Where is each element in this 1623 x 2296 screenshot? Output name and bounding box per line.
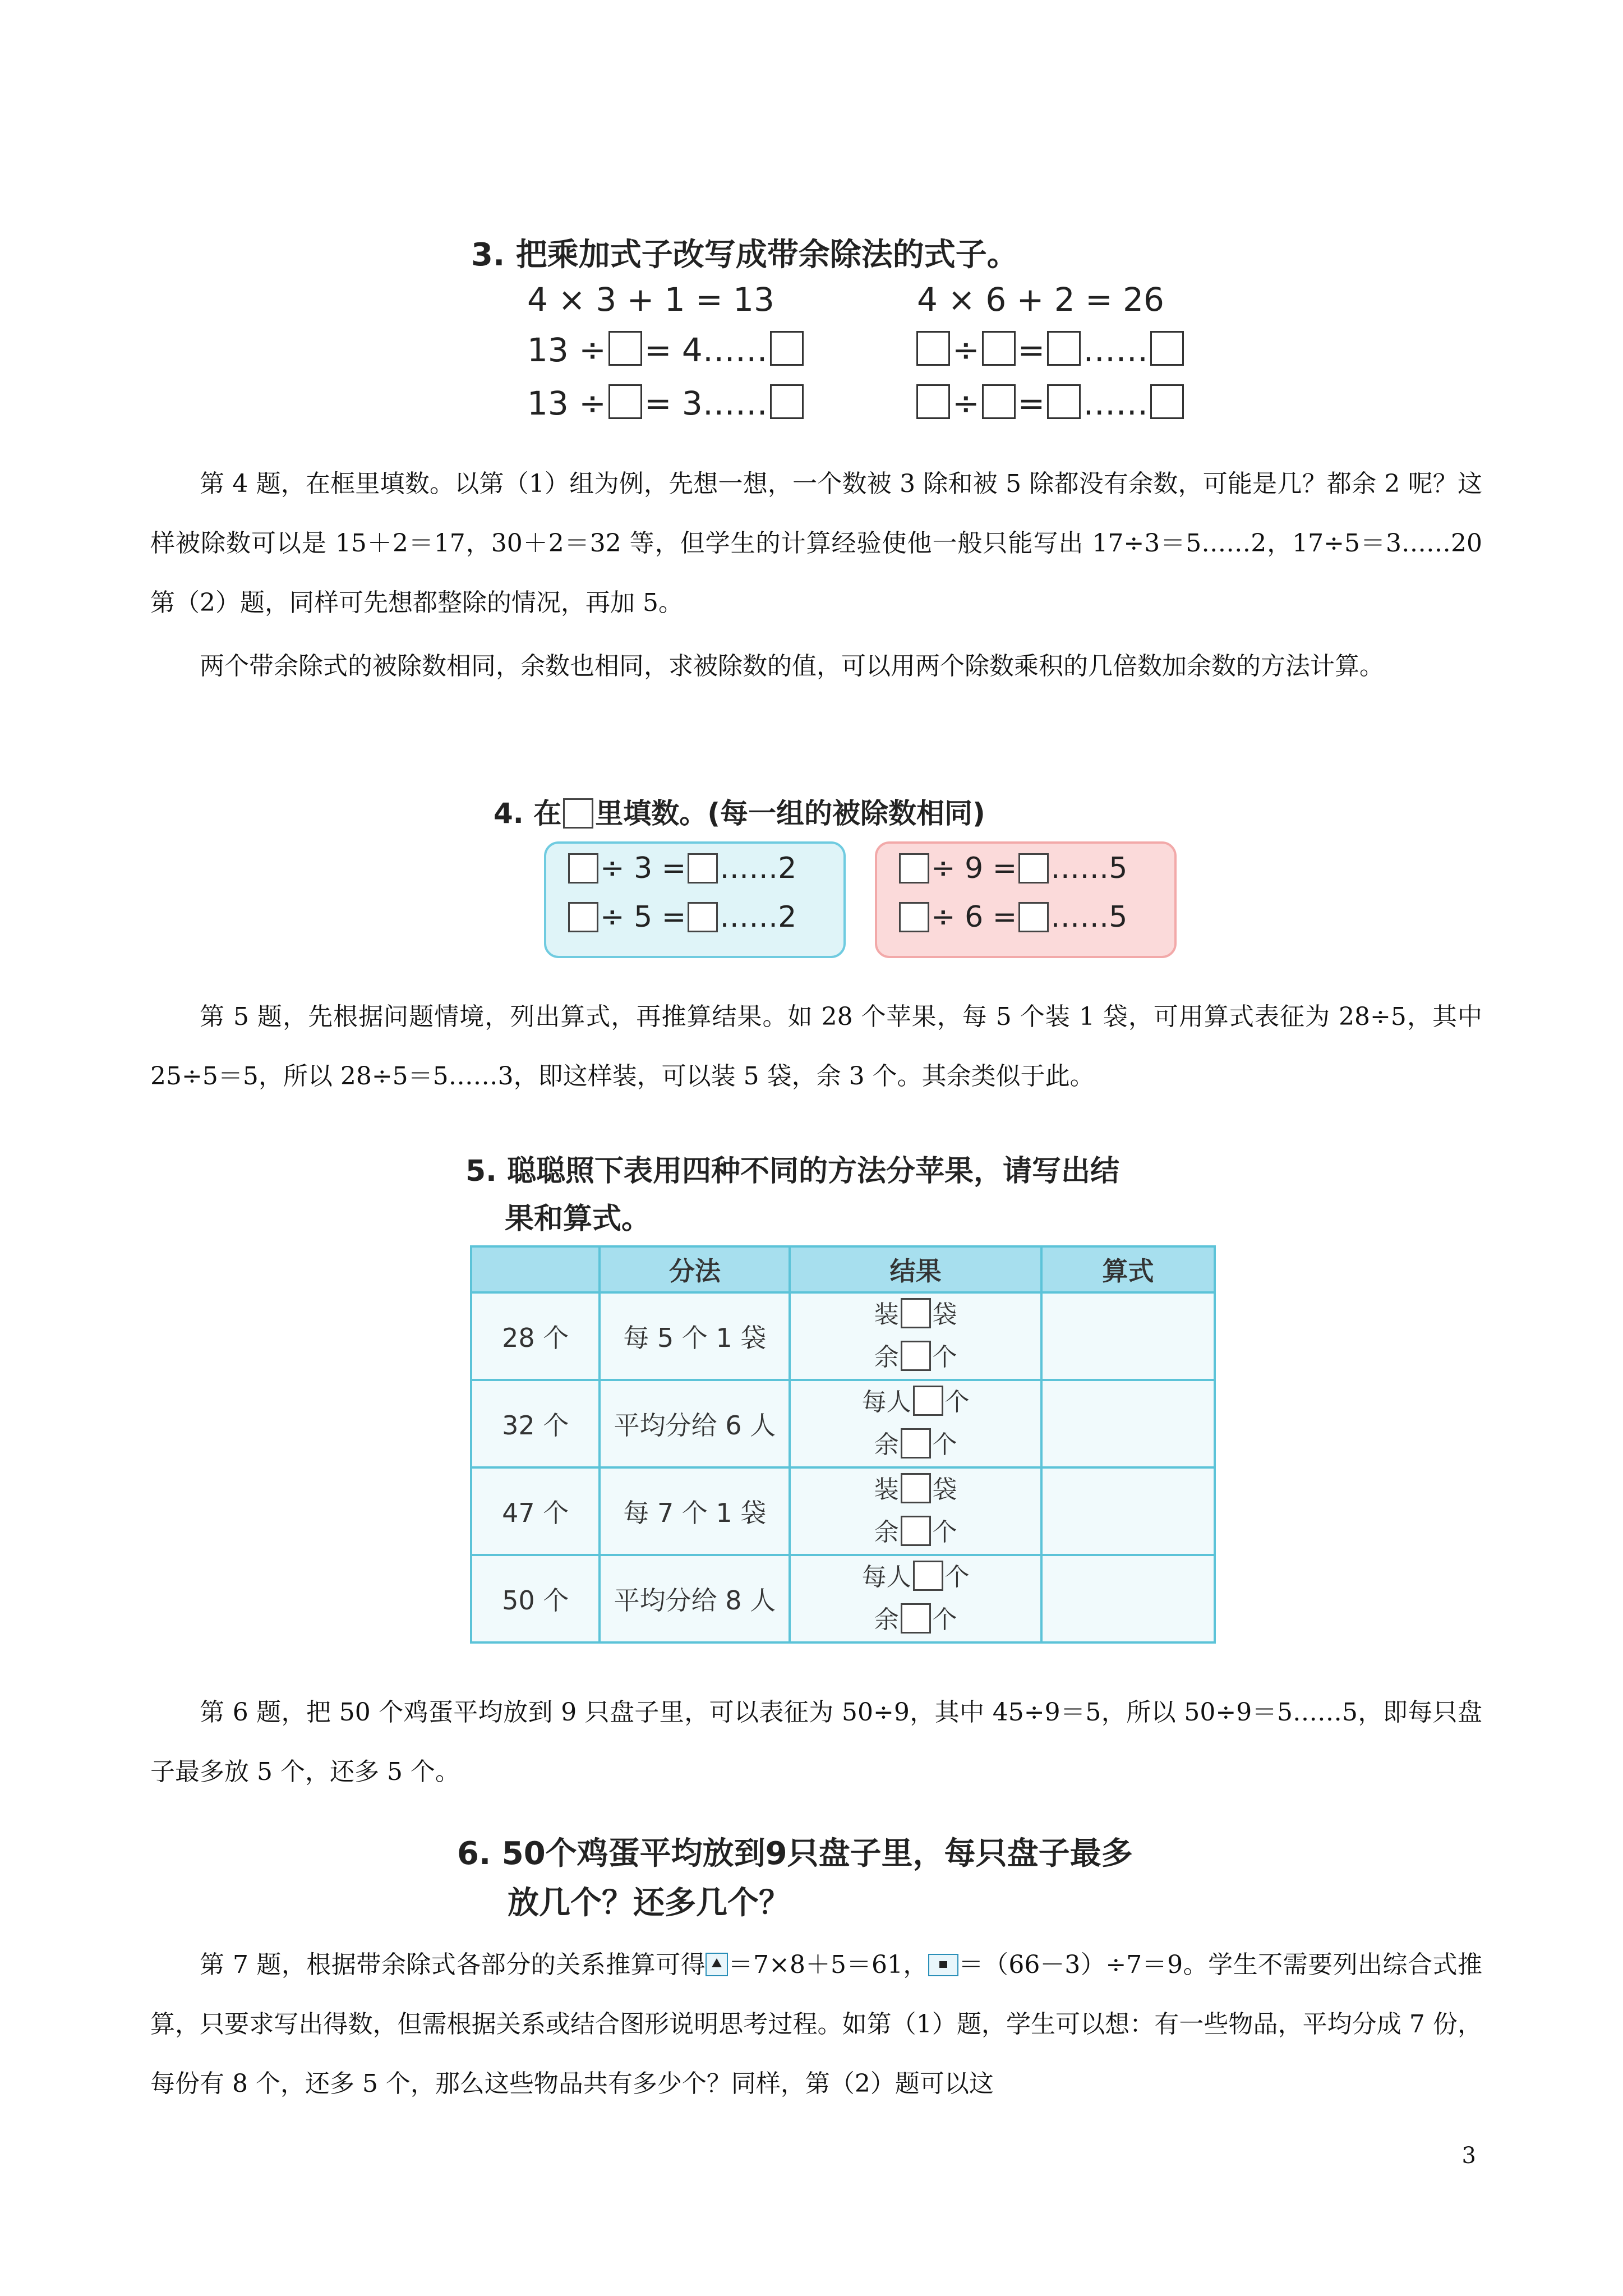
table-header-cell: 结果 [790,1246,1041,1292]
answer-box-icon [563,798,593,829]
apple-count-cell: 50 个 [471,1555,600,1642]
exercise-3 [471,213,1217,432]
result-cell: 装 袋 余 个 [790,1292,1041,1380]
answer-box[interactable] [770,331,804,366]
answer-box[interactable] [901,1298,931,1328]
group-1-row-2: ÷ 5 = ……2 [566,900,796,934]
answer-box[interactable] [1047,384,1081,419]
ex3-right-row-2: ÷ = …… [914,384,1186,422]
answer-box[interactable] [901,1341,931,1371]
paragraph-exercise-6-explanation: 第 6 题，把 50 个鸡蛋平均放到 9 只盘子里，可以表征为 50÷9，其中 45÷9＝5，所以 50÷9＝5……5，即每只盘子最多放 5 个，还多 5 个。 [150,1698,1482,1786]
method-cell: 每 7 个 1 袋 [600,1467,790,1555]
result-cell: 装 袋 余 个 [790,1467,1041,1555]
answer-box[interactable] [913,1386,943,1416]
paragraph-exercise-4-explanation: 第 4 题，在框里填数。以第（1）组为例，先想一想，一个数被 3 除和被 5 除都没有余数，可能是几？都余 2 呢？这样被除数可以是 15＋2＝17，30＋2＝32 等，但学生的计算经验使他一般只能写出 17÷3＝5……2，17÷5＝3……20 第（2）题，同样可先想都整除的情况，再加 5。 [150,470,1482,617]
answer-box[interactable] [1150,331,1184,366]
group-1-row-1: ÷ 3 = ……2 [566,852,796,885]
group-2-row-1: ÷ 9 = ……5 [897,852,1127,885]
exercise-5-title-line-1: 5. 聪聪照下表用四种不同的方法分苹果，请写出结 [465,1154,1120,1188]
apple-count-cell: 28 个 [471,1292,600,1380]
table-header-cell [471,1246,600,1292]
ex3-left-row-1: 13 ÷ = 4…… [527,331,806,369]
square-placeholder-icon [928,1954,958,1976]
table-header-cell: 算式 [1041,1246,1215,1292]
paragraph-exercise-5-explanation: 第 5 题，先根据问题情境，列出算式，再推算结果。如 28 个苹果，每 5 个装 1 袋，可用算式表征为 28÷5，其中 25÷5＝5，所以 28÷5＝5……3，即这样装，可以装 5 袋，余 3 个。其余类似于此。 [150,1002,1482,1091]
answer-box[interactable] [568,902,598,932]
triangle-placeholder-icon [706,1953,728,1976]
group-2-row-2: ÷ 6 = ……5 [897,900,1127,934]
answer-box[interactable] [688,902,718,932]
table-row [471,1467,1215,1555]
answer-box[interactable] [916,384,950,419]
ex3-left-equation: 4 × 3 + 1 = 13 [527,280,774,319]
apple-count-cell: 47 个 [471,1467,600,1555]
answer-box[interactable] [982,331,1016,366]
apple-count-cell: 32 个 [471,1380,600,1467]
answer-box[interactable] [899,853,929,884]
exercise-5-title-line-2: 果和算式。 [505,1202,651,1236]
answer-box[interactable] [913,1561,943,1591]
method-cell: 每 5 个 1 袋 [600,1292,790,1380]
table-header-row [471,1246,1215,1292]
result-cell: 每人 个 余 个 [790,1380,1041,1467]
ex3-right-row-1: ÷ = …… [914,331,1186,369]
paragraph-exercise-7-explanation: 第 7 题，根据带余除式各部分的关系推算可得 ＝7×8＋5＝61， ＝（66－3）÷7＝9。学生不需要列出综合式推算，只要求写出得数，但需根据关系或结合图形说明思考过程。如第（1）题，学生可以想：有一些物品，平均分成 7 份，每份有 8 个，还多 5 个，那么这些物品共有多少个？同样，第（2）题可以这 [150,1950,1482,2098]
exercise-4 [494,785,1195,970]
answer-box[interactable] [1150,384,1184,419]
exercise-6-title-line-1: 6. 50个鸡蛋平均放到9只盘子里，每只盘子最多 [457,1835,1133,1872]
table-row [471,1292,1215,1380]
page-number: 3 [1461,2143,1476,2169]
apple-division-table [470,1245,1216,1644]
answer-box[interactable] [568,853,598,884]
answer-box[interactable] [608,384,642,419]
method-cell: 平均分给 8 人 [600,1555,790,1642]
answer-box[interactable] [901,1516,931,1546]
exercise-4-title: 4. 在 里填数。(每一组的被除数相同) [494,797,985,830]
formula-cell[interactable] [1041,1292,1215,1380]
answer-box[interactable] [688,853,718,884]
answer-box[interactable] [1047,331,1081,366]
answer-box[interactable] [770,384,804,419]
formula-cell[interactable] [1041,1380,1215,1467]
answer-box[interactable] [901,1428,931,1458]
answer-box[interactable] [608,331,642,366]
formula-cell[interactable] [1041,1467,1215,1555]
exercise-6-title-line-2: 放几个？还多几个？ [508,1885,790,1921]
answer-box[interactable] [901,1473,931,1503]
answer-box[interactable] [901,1603,931,1634]
ex3-right-equation: 4 × 6 + 2 = 26 [917,280,1164,319]
method-cell: 平均分给 6 人 [600,1380,790,1467]
answer-box[interactable] [1018,902,1049,932]
result-cell: 每人 个 余 个 [790,1555,1041,1642]
answer-box[interactable] [982,384,1016,419]
answer-box[interactable] [1018,853,1049,884]
ex3-left-row-2: 13 ÷ = 3…… [527,384,806,422]
answer-box[interactable] [899,902,929,932]
table-header-cell: 分法 [600,1246,790,1292]
exercise-3-title: 3. 把乘加式子改写成带余除法的式子。 [471,237,1018,273]
answer-box[interactable] [916,331,950,366]
table-row [471,1380,1215,1467]
formula-cell[interactable] [1041,1555,1215,1642]
paragraph-dividend-method: 两个带余除式的被除数相同，余数也相同，求被除数的值，可以用两个除数乘积的几倍数加余数的方法计算。 [200,652,1384,680]
table-row [471,1555,1215,1642]
